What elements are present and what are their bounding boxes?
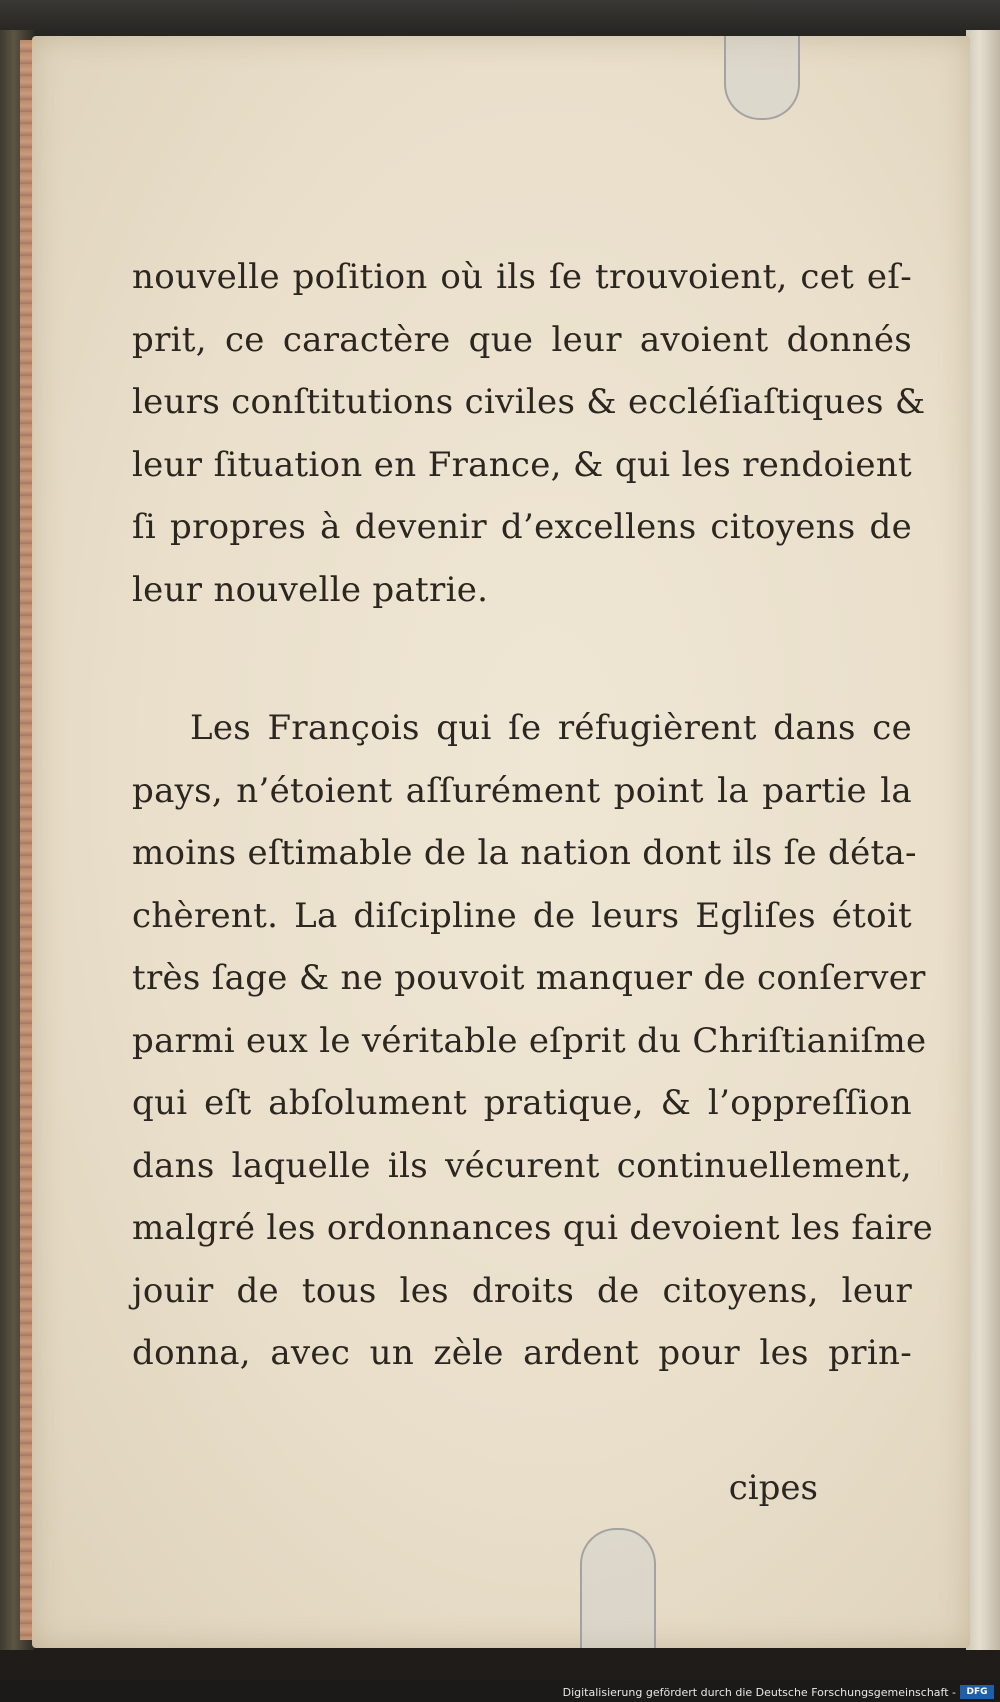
dfg-logo-icon: DFG xyxy=(960,1685,994,1699)
text-line: malgré les ordonnances qui devoient les faire xyxy=(132,1208,934,1248)
text-line: ſi propres à devenir d’excellens citoyens de xyxy=(132,507,912,547)
text-line: moins eſtimable de la nation dont ils ſe déta- xyxy=(132,833,917,873)
text-line: pays, n’étoient aſſurément point la partie la xyxy=(132,770,912,811)
page-edges-right xyxy=(966,30,1000,1650)
text-line: leur nouvelle patrie. xyxy=(132,569,489,610)
page-text xyxy=(132,246,934,1385)
text-line: jouir de tous les droits de citoyens, leur xyxy=(132,1270,912,1311)
paragraph-gap xyxy=(132,621,912,697)
catchword: cipes xyxy=(728,1468,818,1508)
book-page xyxy=(32,36,970,1648)
text-line: leurs conſtitutions civiles & eccléſiaſtiques & xyxy=(132,382,926,422)
digitization-footer xyxy=(0,1680,1000,1702)
text-line: dans laquelle ils vécurent continuellement, xyxy=(132,1145,912,1186)
page-clip-bottom xyxy=(580,1528,656,1648)
text-line: Les François qui ſe réfugièrent dans ce xyxy=(190,708,912,748)
text-line: prit, ce caractère que leur avoient donnés xyxy=(132,319,912,360)
text-line: qui eſt abſolument pratique, & l’oppreſſion xyxy=(132,1083,912,1123)
text-line: chèrent. La diſcipline de leurs Egliſes étoit xyxy=(132,895,912,936)
scanner-background-top xyxy=(0,0,1000,40)
text-line: donna, avec un zèle ardent pour les prin- xyxy=(132,1333,912,1373)
text-line: très ſage & ne pouvoit manquer de conſerver xyxy=(132,958,926,998)
footer-credit: Digitalisierung gefördert durch die Deutsche Forschungsgemeinschaft - xyxy=(562,1686,956,1699)
text-line: leur ſituation en France, & qui les rendoient xyxy=(132,444,912,485)
page-clip-top xyxy=(724,36,800,120)
text-line: nouvelle poſition où ils ſe trouvoient, cet eſ- xyxy=(132,257,912,297)
text-line: parmi eux le véritable eſprit du Chriſtianiſme xyxy=(132,1020,927,1061)
